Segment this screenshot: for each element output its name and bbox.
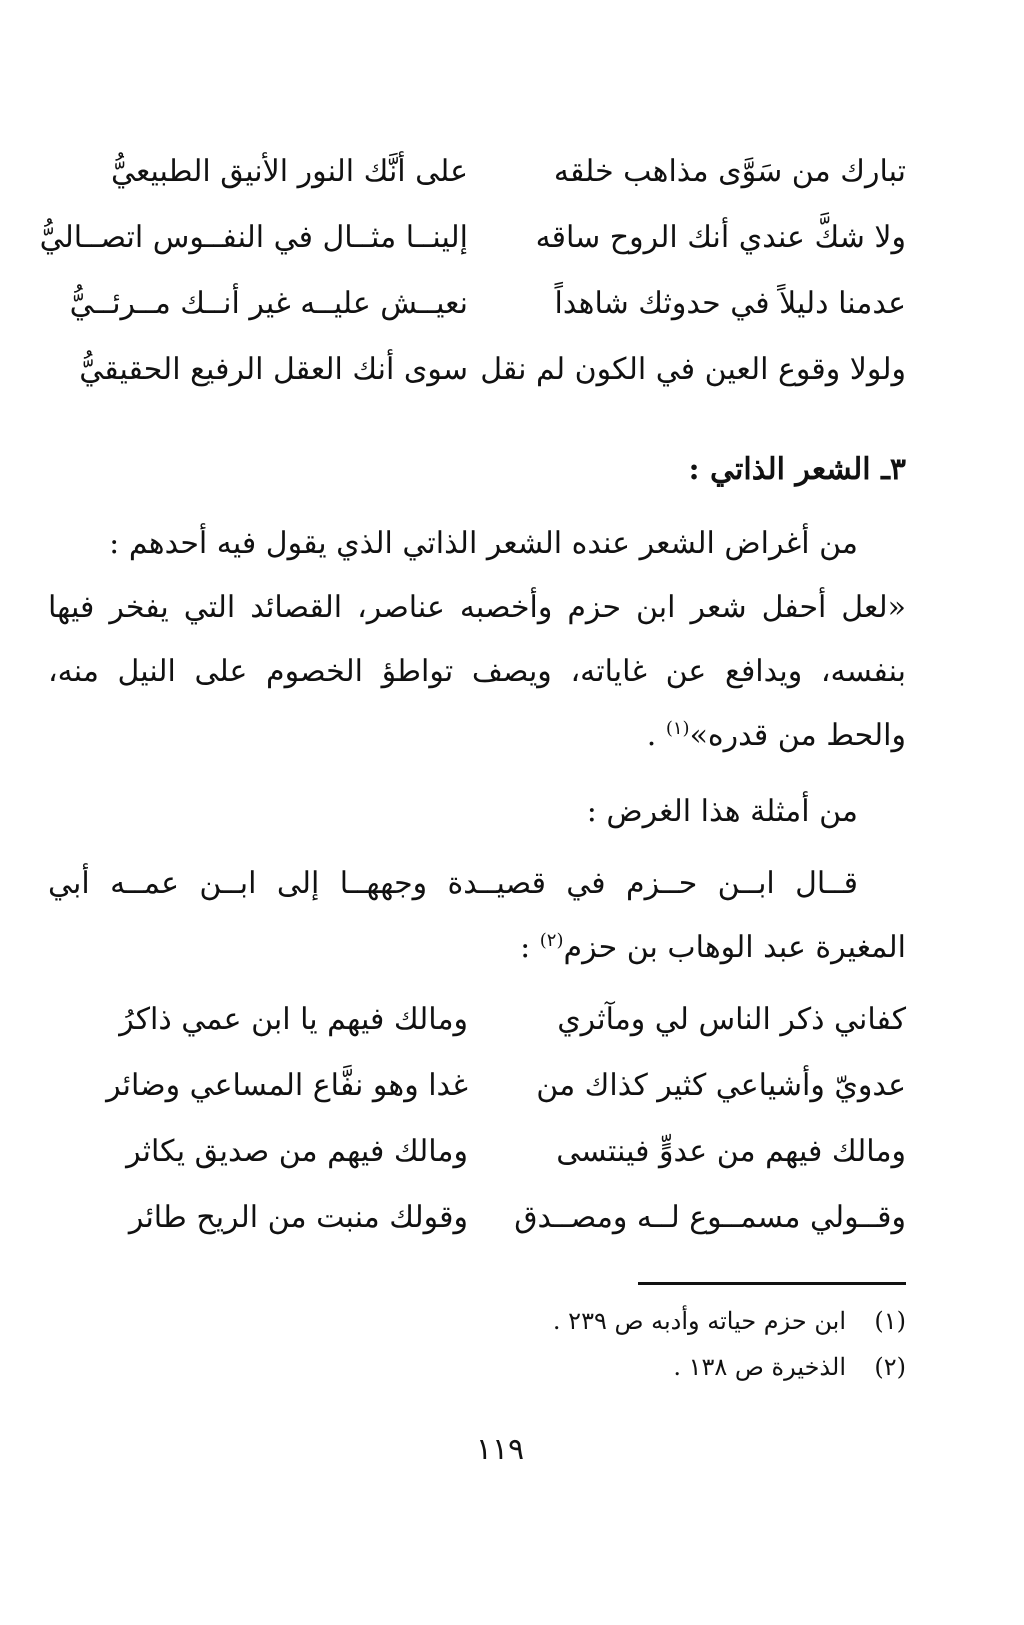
body-paragraph-examples	[48, 780, 906, 844]
verse-line	[48, 1122, 906, 1188]
verse-second-hemistich: سوى أنك العقل الرفيع الحقيقيُّ	[79, 352, 468, 387]
verse-line	[39, 208, 906, 274]
footnote-ref-2[interactable]: (٢)	[539, 930, 564, 951]
footnote-divider	[638, 1282, 906, 1285]
verse-second-hemistich: على أنَّك النور الأنيق الطبيعيُّ	[111, 154, 468, 189]
poem-block-1	[39, 142, 906, 406]
verse-first-hemistich: ومالك فيهم من عدوٍّ فينتسى	[556, 1134, 906, 1169]
body-paragraph-intro	[48, 512, 906, 576]
intro-text: من أغراض الشعر عنده الشعر الذاتي الذي يقول فيه أحدهم :	[109, 526, 858, 561]
footnote-number: (١)	[874, 1307, 906, 1335]
verse-first-hemistich: وقــولي مسمــوع لــه ومصــدق	[514, 1200, 906, 1235]
quotation-paragraph: «لعل أحفل شعر ابن حزم وأخصبه عناصر، القصائد التي يفخر فيها بنفسه، ويدافع عن غاياته، ويصف تواطؤ الخصوم على النيل منه، والحط من قدره»$^{(١)}$ .	[48, 590, 906, 753]
verse-second-hemistich: غدا وهو نفَّاع المساعي وضائر	[106, 1068, 468, 1103]
body-paragraph-context: قــال ابــن حــزم في قصيــدة وجههــا إلى ابــن عمــه أبي المغيرة عبد الوهاب بن حزم$^{(٢)}$ :	[48, 866, 906, 965]
verse-first-hemistich: ولولا وقوع العين في الكون لم نقل	[480, 352, 906, 387]
verse-first-hemistich: عدمنا دليلاً في حدوثك شاهداً	[554, 286, 906, 321]
verse-first-hemistich: عدويّ وأشياعي كثير كذاك من	[536, 1068, 906, 1103]
verse-line	[48, 142, 906, 208]
verse-first-hemistich: كفاني ذكر الناس لي ومآثري	[557, 1002, 906, 1037]
verse-second-hemistich: وقولك منبت من الريح طائر	[128, 1200, 468, 1235]
context-text: قــال ابــن حــزم في قصيــدة وجههــا إلى ابــن عمــه أبي المغيرة عبد الوهاب بن حزم	[48, 866, 906, 965]
verse-second-hemistich: نعيــش عليــه غير أنــك مــرئــيُّ	[69, 286, 468, 321]
verse-first-hemistich: تبارك من سَوَّى مذاهب خلقه	[553, 154, 906, 189]
verse-second-hemistich: ومالك فيهم يا ابن عمي ذاكرُ	[119, 1002, 468, 1037]
footnote-2	[553, 1344, 906, 1390]
footnote-ref-1[interactable]: (١)	[665, 718, 690, 739]
verse-second-hemistich: ومالك فيهم من صديق يكاثر	[126, 1134, 468, 1169]
footnotes	[553, 1298, 906, 1390]
footnote-number: (٢)	[874, 1353, 906, 1381]
footnote-1	[553, 1298, 906, 1344]
quotation-text: «لعل أحفل شعر ابن حزم وأخصبه عناصر، القصائد التي يفخر فيها بنفسه، ويدافع عن غاياته، ويصف تواطؤ الخصوم على النيل منه، والحط من قدره»	[48, 590, 906, 753]
footnote-text: الذخيرة ص ١٣٨ .	[673, 1353, 846, 1381]
verse-line	[48, 274, 906, 340]
verse-line	[48, 340, 906, 406]
examples-text: من أمثلة هذا الغرض :	[586, 794, 858, 829]
verse-line	[48, 1056, 906, 1122]
footnote-text: ابن حزم حياته وأدبه ص ٢٣٩ .	[552, 1307, 846, 1335]
poem-block-2	[48, 990, 906, 1254]
verse-first-hemistich: ولا شكَّ عندي أنك الروح ساقه	[535, 220, 906, 255]
page-number: ١١٩	[475, 1432, 525, 1467]
verse-line	[48, 1188, 906, 1254]
verse-second-hemistich: إلينــا مثــال في النفــوس اتصــاليُّ	[39, 220, 468, 255]
section-heading: ٣ـ الشعر الذاتي :	[688, 452, 906, 487]
verse-line	[48, 990, 906, 1056]
